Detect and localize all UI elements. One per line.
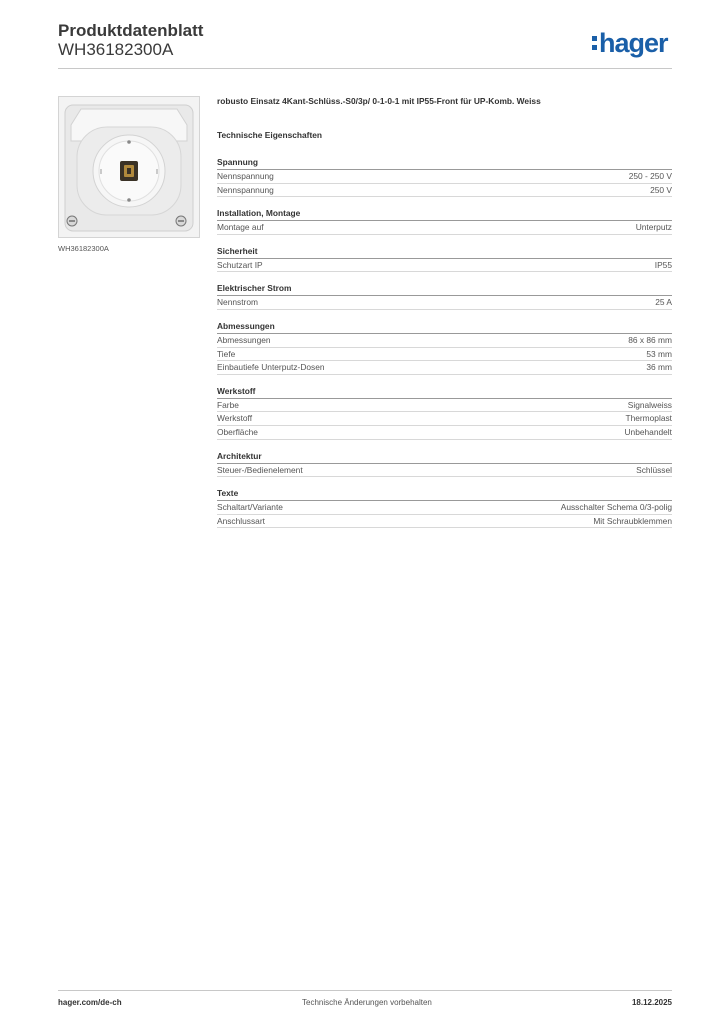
property-value: Schlüssel <box>636 464 672 475</box>
property-row <box>217 221 672 235</box>
group-title: Texte <box>217 488 672 501</box>
key-switch-socket-image <box>59 97 199 237</box>
property-row <box>217 464 672 478</box>
property-group <box>217 283 672 310</box>
property-group <box>217 488 672 528</box>
property-value: 250 V <box>650 184 672 195</box>
group-title: Elektrischer Strom <box>217 283 672 296</box>
image-caption: WH36182300A <box>58 244 109 253</box>
product-details <box>217 96 672 539</box>
property-groups <box>217 157 672 528</box>
property-label: Schaltart/Variante <box>217 502 283 513</box>
property-value: Thermoplast <box>625 413 672 424</box>
property-value: Unterputz <box>635 222 672 233</box>
property-row <box>217 296 672 310</box>
page-title: Produktdatenblatt <box>58 21 204 40</box>
group-title: Installation, Montage <box>217 208 672 221</box>
property-label: Nennspannung <box>217 184 274 195</box>
product-code: WH36182300A <box>58 40 174 59</box>
logo-colon-icon <box>592 36 597 54</box>
logo-text: hager <box>599 28 668 58</box>
property-value: 86 x 86 mm <box>628 334 672 345</box>
property-group <box>217 386 672 440</box>
property-row <box>217 259 672 273</box>
property-row <box>217 501 672 515</box>
property-label: Farbe <box>217 399 239 410</box>
property-label: Anschlussart <box>217 515 265 526</box>
property-group <box>217 451 672 478</box>
group-title: Abmessungen <box>217 321 672 334</box>
property-group <box>217 246 672 273</box>
property-row <box>217 412 672 426</box>
footer-divider <box>58 990 672 991</box>
product-image <box>58 96 200 238</box>
property-group <box>217 321 672 375</box>
product-description: robusto Einsatz 4Kant-Schlüss.-S0/3p/ 0-1-0-1 mit IP55-Front für UP-Komb. Weiss <box>217 96 541 106</box>
property-row <box>217 170 672 184</box>
property-label: Schutzart IP <box>217 259 263 270</box>
property-label: Oberfläche <box>217 426 258 437</box>
property-value: Ausschalter Schema 0/3-polig <box>560 502 672 513</box>
property-value: Mit Schraubklemmen <box>593 515 672 526</box>
property-label: Tiefe <box>217 348 236 359</box>
property-value: IP55 <box>654 259 672 270</box>
property-group <box>217 208 672 235</box>
property-label: Abmessungen <box>217 334 271 345</box>
hager-logo <box>592 28 668 58</box>
footer-notice: Technische Änderungen vorbehalten <box>302 998 432 1007</box>
property-value: 25 A <box>655 297 672 308</box>
property-group <box>217 157 672 197</box>
section-heading: Technische Eigenschaften <box>217 130 323 140</box>
property-row <box>217 361 672 375</box>
property-label: Montage auf <box>217 222 264 233</box>
property-value: 36 mm <box>646 362 672 373</box>
property-row <box>217 348 672 362</box>
header-divider <box>58 68 672 69</box>
property-value: 250 - 250 V <box>628 171 672 181</box>
group-title: Werkstoff <box>217 386 672 399</box>
property-label: Werkstoff <box>217 413 253 424</box>
property-row <box>217 426 672 440</box>
property-row <box>217 515 672 529</box>
property-value: Signalweiss <box>627 399 672 410</box>
property-label: Steuer-/Bedienelement <box>217 464 303 475</box>
property-value: 53 mm <box>646 348 672 359</box>
property-row <box>217 184 672 198</box>
property-row <box>217 334 672 348</box>
property-label: Nennspannung <box>217 171 274 181</box>
property-row <box>217 399 672 413</box>
property-value: Unbehandelt <box>624 426 672 437</box>
group-title: Spannung <box>217 157 672 170</box>
property-label: Nennstrom <box>217 297 258 308</box>
footer-website-link[interactable]: hager.com/de-ch <box>58 998 122 1007</box>
group-title: Sicherheit <box>217 246 672 259</box>
property-label: Einbautiefe Unterputz-Dosen <box>217 362 325 373</box>
footer-date: 18.12.2025 <box>631 998 672 1007</box>
group-title: Architektur <box>217 451 672 464</box>
